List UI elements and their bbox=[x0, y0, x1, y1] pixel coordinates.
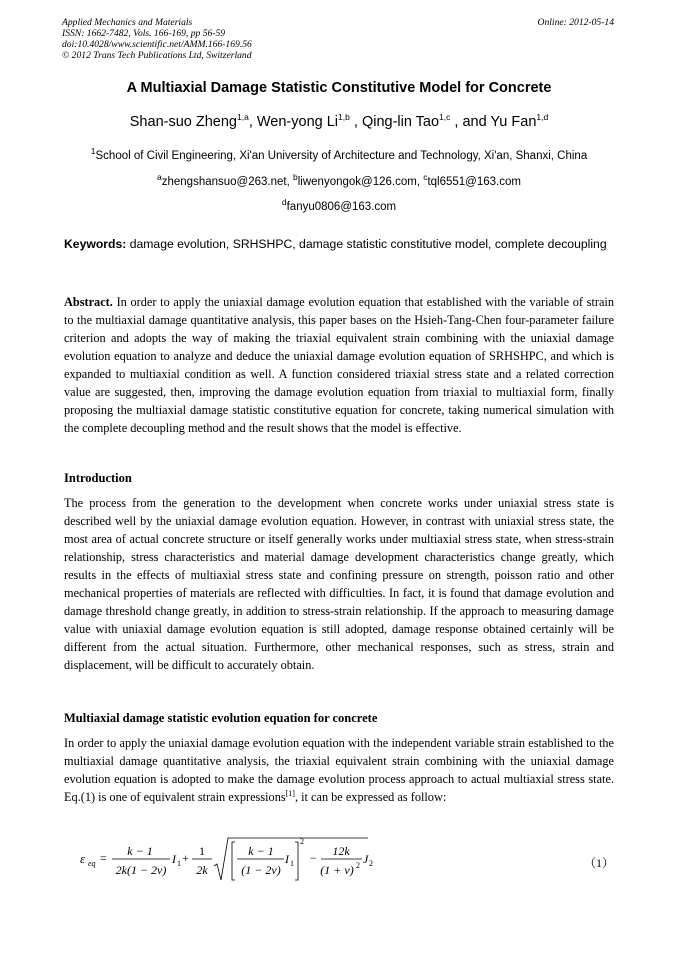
abstract-text: In order to apply the uniaxial damage evolution equation that established with the variable of strain to the multiaxial damage quantitative analysis, this paper bases on the Hsieh-Tang-Chen four-parameter failure criterion and adopts the way of making the triaxial equivalent strain combining with the uniaxial damage evolution equation to analyze and deduce the uniaxial damage evolution equation of SRHSHPC, and which is expanded to multiaxial condition as well. A function considered triaxial stress state and a related correction value are suggested, then, improving the damage evolution equation from triaxial to multiaxial form, finally proposing the multiaxial damage statistic constitutive equation for concrete, taking numerical simulation with the complete decoupling method and the result shows that the model is effective. bbox=[64, 295, 614, 435]
introduction-heading: Introduction bbox=[64, 471, 132, 485]
email-a: zhengshansuo@263.net bbox=[161, 176, 287, 188]
eq-equals: = bbox=[100, 851, 107, 865]
introduction-text: The process from the generation to the development when concrete works under uniaxial stress state is described well by the uniaxial damage evolution equation. However, in contrast with uniaxial stress state, the most area of actual concrete structure or itself generally works under multiaxial stress state, when stress-strain relationship, stress characteristics and material damage development characteristics change greatly, which results in the effects of multiaxial stress state and confining pressure on strength, poisson ratio and other mechanical properties of materials are reflected with difficulties. In fact, it is found that damage evolution and damage threshold change greatly, in addition to stress-strain relationship. If the approach to measuring damage value with uniaxial damage evolution equation is still adopted, damage response obtained certainly will be different from the actual situation. Furthermore, other mechanical responses, such as stress, strain and displacement, will be difficult to accurately obtain. bbox=[64, 496, 614, 672]
journal-header bbox=[62, 17, 252, 61]
eq-I1b-sub: 1 bbox=[290, 859, 294, 868]
author-affiliation-mark: 1,d bbox=[536, 112, 549, 123]
author-name: Shan-suo Zheng bbox=[129, 114, 237, 130]
keywords bbox=[64, 235, 614, 253]
author-separator: , and bbox=[450, 114, 491, 130]
affiliation bbox=[0, 146, 678, 162]
eq-frac4-den-sq: 2 bbox=[356, 861, 360, 870]
eq-plus: + bbox=[182, 851, 189, 865]
author-list bbox=[0, 114, 678, 130]
eq-I1b: I bbox=[285, 852, 289, 866]
multiaxial-text-body: In order to apply the uniaxial damage evolution equation with the independent variable strain established to the multiaxial damage quantitative analysis, the triaxial equivalent strain combining with the uniaxial damage evolution equation is adopted to make the damage evolution process approach to actual multiaxial stress state. Eq.(1) is one of equivalent strain expressions bbox=[64, 736, 614, 804]
eq-frac2-num: 1 bbox=[199, 844, 205, 858]
eq-I1-sub: 1 bbox=[177, 859, 181, 868]
eq-J2: J bbox=[363, 852, 369, 866]
journal-name: Applied Mechanics and Materials bbox=[62, 17, 193, 28]
author-separator: , bbox=[248, 114, 257, 130]
eq-lhs: ε bbox=[80, 851, 86, 866]
email-line: $^d$fanyu0806@163.com bbox=[281, 197, 397, 213]
multiaxial-heading: Multiaxial damage statistic evolution equation for concrete bbox=[64, 711, 378, 725]
keywords-text: damage evolution, SRHSHPC, damage statistic constitutive model, complete decoupling bbox=[129, 237, 607, 251]
equation-number: （1） bbox=[583, 856, 614, 870]
email-d: fanyu0806@163.com bbox=[286, 201, 397, 213]
citation: [1] bbox=[285, 788, 295, 798]
eq-I1: I bbox=[172, 852, 176, 866]
author-affiliation-mark: 1,b bbox=[338, 112, 350, 123]
abstract-label: Abstract. bbox=[64, 295, 113, 309]
multiaxial-text bbox=[64, 734, 614, 806]
issn-line: ISSN: 1662-7482, Vols. 166-169, pp 56-59 bbox=[62, 28, 226, 39]
eq-frac1-num: k − 1 bbox=[127, 844, 153, 858]
abstract bbox=[64, 293, 614, 437]
equation-1 bbox=[78, 832, 458, 892]
eq-square: 2 bbox=[300, 837, 304, 846]
author-name: Yu Fan bbox=[490, 114, 537, 130]
author-name: Wen-yong Li bbox=[256, 114, 339, 130]
author-separator: , bbox=[349, 114, 362, 130]
author-affiliation-mark: 1,c bbox=[439, 112, 451, 123]
keywords-label: Keywords: bbox=[64, 237, 127, 251]
eq-frac4-num: 12k bbox=[332, 844, 350, 858]
multiaxial-text-tail: , it can be expressed as follow: bbox=[294, 790, 447, 804]
eq-bracket-left bbox=[232, 842, 235, 880]
affiliation-mark: 1 bbox=[90, 146, 96, 157]
email-line: $^a$zhengshansuo@263.net, $^b$liwenyongok@126.com, $^c$tql6551@163.com bbox=[157, 172, 521, 188]
author-affiliation-mark: 1,a bbox=[236, 112, 249, 123]
eq-frac1-den: 2k(1 − 2ν) bbox=[115, 863, 167, 877]
eq-frac3-num: k − 1 bbox=[248, 844, 274, 858]
affiliation-text: School of Civil Engineering, Xi'an University of Architecture and Technology, Xi'an, Shanxi, China bbox=[95, 150, 588, 162]
eq-frac3-den: (1 − 2ν) bbox=[241, 863, 281, 877]
eq-J2-sub: 2 bbox=[369, 859, 373, 868]
paper-title: A Multiaxial Damage Statistic Constitutive Model for Concrete bbox=[126, 80, 552, 96]
doi-line: doi:10.4028/www.scientific.net/AMM.166-169.56 bbox=[62, 39, 252, 50]
author-name: Qing-lin Tao bbox=[361, 114, 440, 130]
eq-frac2-den: 2k bbox=[196, 863, 208, 877]
online-date: Online: 2012-05-14 bbox=[537, 17, 614, 28]
eq-lhs-sub: eq bbox=[88, 859, 96, 868]
eq-bracket-right bbox=[295, 842, 298, 880]
eq-minus: − bbox=[310, 851, 317, 865]
copyright-line: © 2012 Trans Tech Publications Ltd, Switzerland bbox=[62, 50, 252, 61]
eq-frac4-den: (1 + ν) bbox=[320, 863, 354, 877]
email-c: tql6551@163.com bbox=[427, 176, 521, 188]
email-b: liwenyongok@126.com bbox=[297, 176, 417, 188]
